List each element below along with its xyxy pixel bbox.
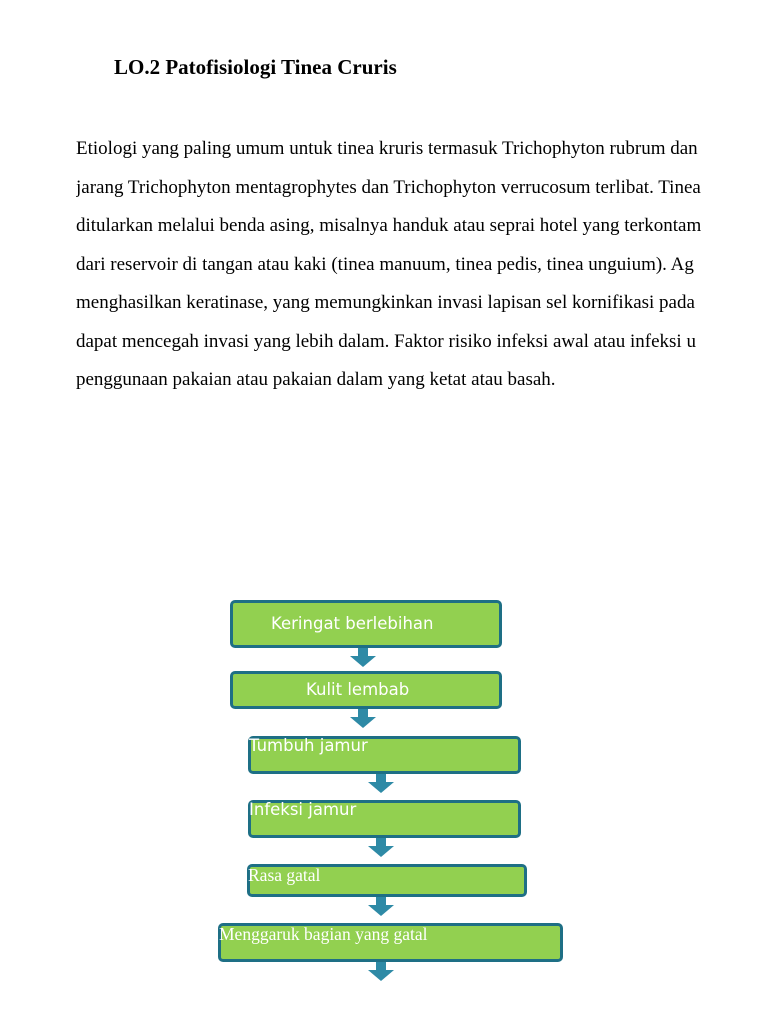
flow-step-rasa-gatal	[247, 864, 527, 897]
paragraph-line: penggunaan pakaian atau pakaian dalam yang ketat atau basah.	[76, 369, 556, 390]
flow-step-menggaruk	[218, 923, 563, 962]
paragraph-line: Etiologi yang paling umum untuk tinea kruris termasuk Trichophyton rubrum dan	[76, 138, 698, 159]
paragraph-line: dapat mencegah invasi yang lebih dalam. Faktor risiko infeksi awal atau infeksi u	[76, 330, 696, 352]
flow-step-tumbuh-jamur	[248, 736, 521, 774]
flow-step-kulit-lembab	[230, 671, 502, 709]
down-arrow-icon	[348, 648, 378, 668]
down-arrow-icon	[366, 838, 396, 858]
flow-step-label: Infeksi jamur	[249, 800, 357, 819]
down-arrow-icon	[366, 774, 396, 794]
paragraph-line: menghasilkan keratinase, yang memungkinkan invasi lapisan sel kornifikasi pada	[76, 292, 695, 313]
page-heading: LO.2 Patofisiologi Tinea Cruris	[114, 55, 397, 79]
down-arrow-icon	[366, 962, 396, 982]
flow-step-label: Keringat berlebihan	[271, 614, 434, 633]
body-paragraph	[76, 130, 768, 400]
flow-step-label: Rasa gatal	[248, 865, 321, 885]
flow-step-label: Tumbuh jamur	[249, 736, 368, 755]
flow-step-infeksi-jamur	[248, 800, 521, 838]
flow-step-label: Menggaruk bagian yang gatal	[219, 924, 428, 944]
paragraph-line: ditularkan melalui benda asing, misalnya handuk atau seprai hotel yang terkontam	[76, 215, 702, 236]
down-arrow-icon	[366, 897, 396, 917]
paragraph-line: dari reservoir di tangan atau kaki (tinea manuum, tinea pedis, tinea unguium). Ag	[76, 253, 694, 275]
paragraph-line: jarang Trichophyton mentagrophytes dan Trichophyton verrucosum terlibat. Tinea	[76, 176, 701, 198]
flow-step-keringat-berlebihan	[230, 600, 502, 648]
flow-step-label: Kulit lembab	[306, 680, 410, 699]
down-arrow-icon	[348, 709, 378, 729]
